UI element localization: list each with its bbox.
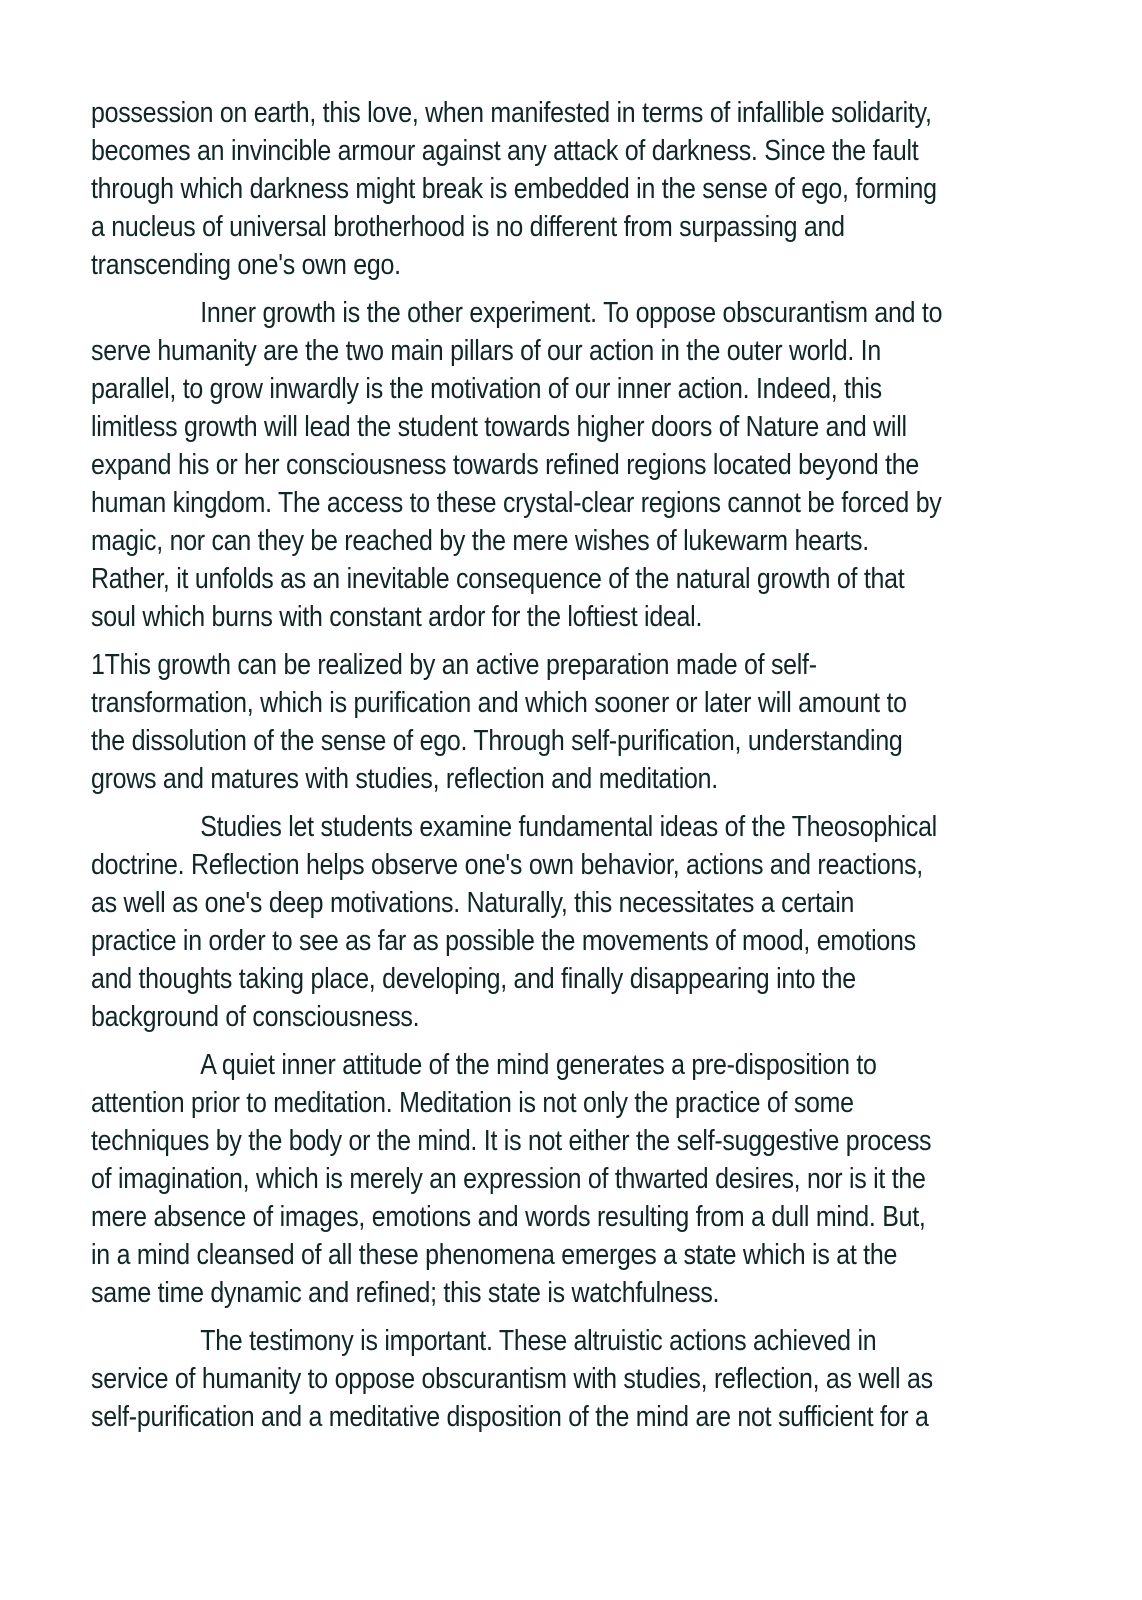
paragraph-line: transcending one's own ego.	[91, 249, 401, 281]
paragraph	[91, 294, 1091, 636]
paragraph-line: in a mind cleansed of all these phenomena emerges a state which is at the	[91, 1239, 898, 1271]
paragraph-line: background of consciousness.	[91, 1001, 420, 1033]
paragraph-line: soul which burns with constant ardor for the loftiest ideal.	[91, 601, 703, 633]
paragraph-line: practice in order to see as far as possible the movements of mood, emotions	[91, 925, 916, 957]
paragraph-line: self-purification and a meditative disposition of the mind are not sufficient for a	[91, 1401, 929, 1433]
paragraph-line: a nucleus of universal brotherhood is no different from surpassing and	[91, 211, 845, 243]
paragraph-line: parallel, to grow inwardly is the motivation of our inner action. Indeed, this	[91, 373, 882, 405]
paragraph-line: A quiet inner attitude of the mind generates a pre-disposition to	[200, 1049, 877, 1081]
paragraph-line: possession on earth, this love, when manifested in terms of infallible solidarity,	[91, 97, 932, 129]
paragraph-line: attention prior to meditation. Meditation is not only the practice of some	[91, 1087, 854, 1119]
paragraph	[91, 646, 1091, 798]
paragraph-line: Inner growth is the other experiment. To oppose obscurantism and to	[200, 297, 943, 329]
paragraph-line: Studies let students examine fundamental ideas of the Theosophical	[200, 811, 937, 843]
paragraph	[91, 94, 1091, 284]
paragraph-line: serve humanity are the two main pillars of our action in the outer world. In	[91, 335, 881, 367]
paragraph-line: the dissolution of the sense of ego. Through self-purification, understanding	[91, 725, 903, 757]
paragraph-line: Rather, it unfolds as an inevitable consequence of the natural growth of that	[91, 563, 905, 595]
paragraph-line: techniques by the body or the mind. It is not either the self-suggestive process	[91, 1125, 932, 1157]
paragraph	[91, 1322, 1091, 1436]
paragraph-line: expand his or her consciousness towards refined regions located beyond the	[91, 449, 920, 481]
paragraph-line: service of humanity to oppose obscurantism with studies, reflection, as well as	[91, 1363, 933, 1395]
paragraph-line: 1This growth can be realized by an active preparation made of self-	[91, 649, 817, 681]
paragraph-line: same time dynamic and refined; this state is watchfulness.	[91, 1277, 720, 1309]
document-body	[91, 94, 1091, 1446]
paragraph-line: magic, nor can they be reached by the mere wishes of lukewarm hearts.	[91, 525, 869, 557]
paragraph-line: mere absence of images, emotions and words resulting from a dull mind. But,	[91, 1201, 926, 1233]
paragraph	[91, 1046, 1091, 1312]
paragraph-line: transformation, which is purification and which sooner or later will amount to	[91, 687, 907, 719]
paragraph-line: doctrine. Reflection helps observe one's own behavior, actions and reactions,	[91, 849, 923, 881]
paragraph-line: as well as one's deep motivations. Naturally, this necessitates a certain	[91, 887, 855, 919]
paragraph-line: becomes an invincible armour against any attack of darkness. Since the fault	[91, 135, 919, 167]
paragraph-line: of imagination, which is merely an expression of thwarted desires, nor is it the	[91, 1163, 926, 1195]
paragraph-line: through which darkness might break is embedded in the sense of ego, forming	[91, 173, 937, 205]
paragraph-line: human kingdom. The access to these crystal-clear regions cannot be forced by	[91, 487, 942, 519]
paragraph-line: and thoughts taking place, developing, and finally disappearing into the	[91, 963, 856, 995]
paragraph-line: The testimony is important. These altruistic actions achieved in	[200, 1325, 877, 1357]
paragraph	[91, 808, 1091, 1036]
paragraph-line: grows and matures with studies, reflection and meditation.	[91, 763, 718, 795]
paragraph-line: limitless growth will lead the student towards higher doors of Nature and will	[91, 411, 907, 443]
